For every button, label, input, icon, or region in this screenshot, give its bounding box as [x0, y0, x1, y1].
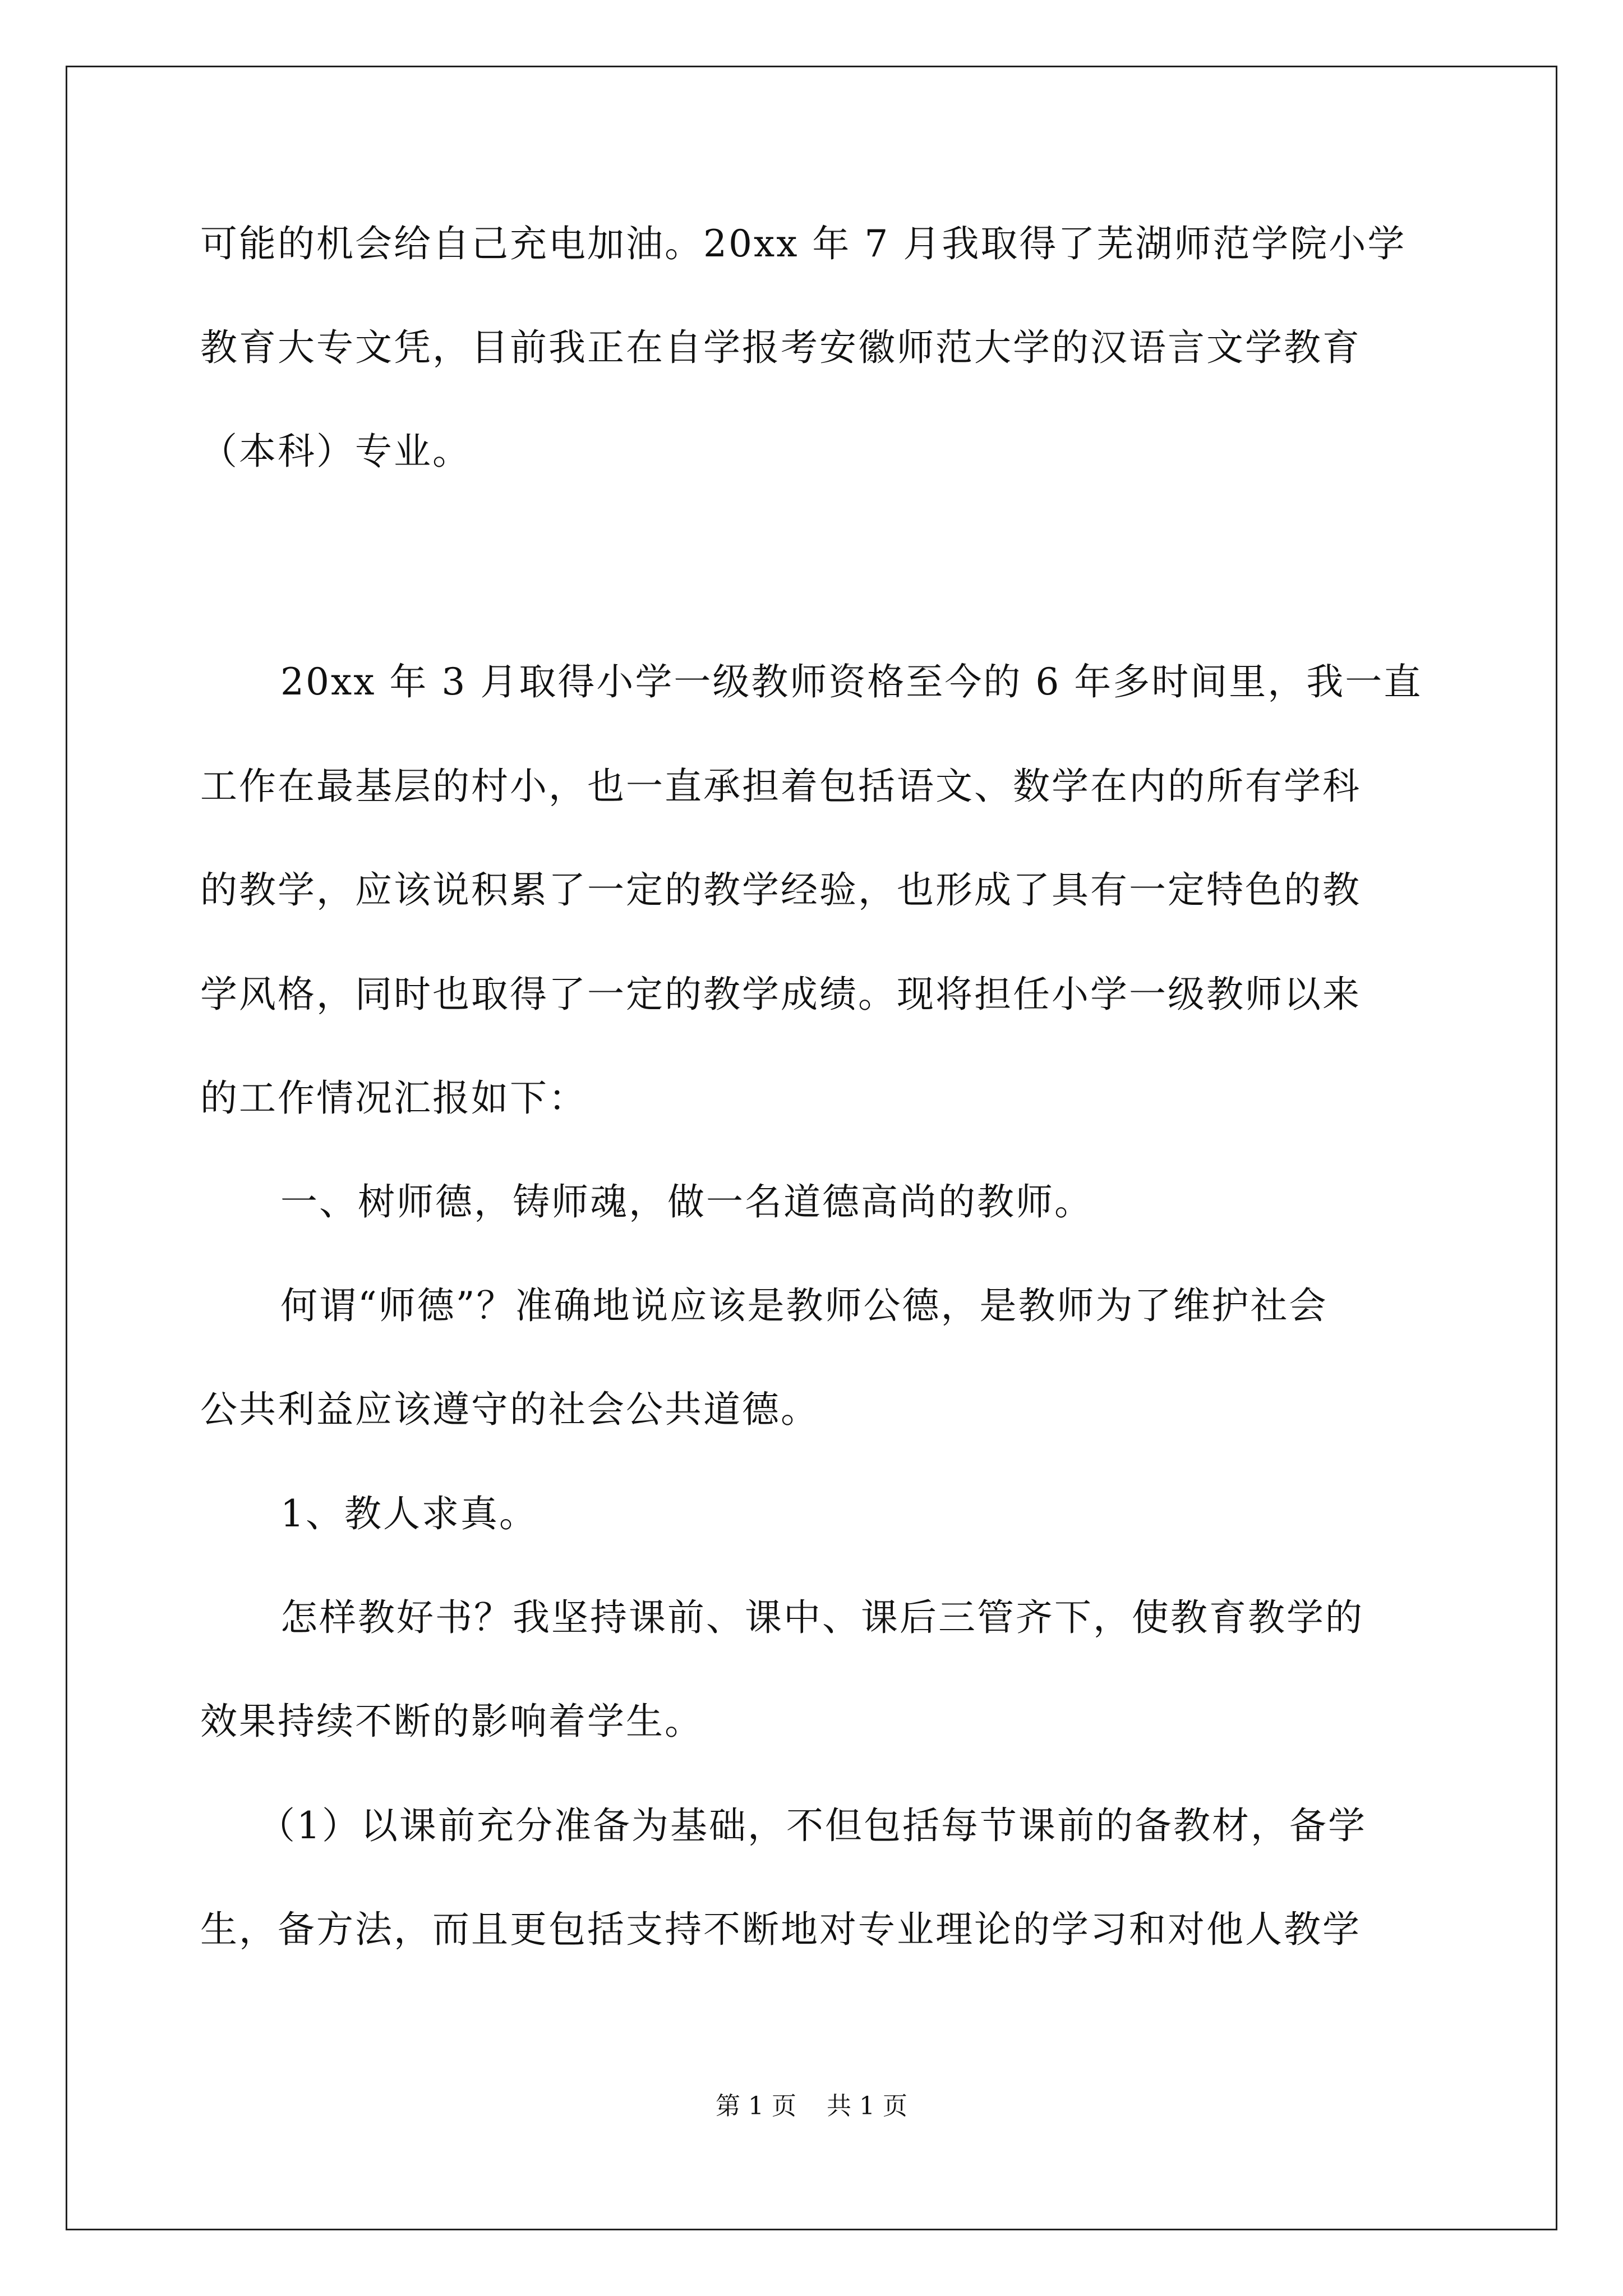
page-number-total: 共 1 页 [827, 2092, 907, 2120]
text-line: 效果持续不断的影响着学生。 [200, 1700, 703, 1743]
text-line: 生，备方法，而且更包括支持不断地对专业理论的学习和对他人教学 [200, 1908, 1361, 1951]
page-number-current: 第 1 页 [716, 2092, 796, 2120]
text-line: 教育大专文凭，目前我正在自学报考安徽师范大学的汉语言文学教育 [200, 326, 1361, 369]
page-border [66, 66, 1557, 2230]
text-line: 公共利益应该遵守的社会公共道德。 [200, 1388, 819, 1431]
text-line: 学风格，同时也取得了一定的教学成绩。现将担任小学一级教师以来 [200, 973, 1361, 1016]
text-line: 可能的机会给自己充电加油。20xx 年 7 月我取得了芜湖师范学院小学 [200, 222, 1407, 265]
text-line: （1）以课前充分准备为基础，不但包括每节课前的备教材，备学 [258, 1804, 1367, 1847]
subsection-heading: 1、教人求真。 [280, 1492, 538, 1535]
text-line: 的工作情况汇报如下： [200, 1076, 587, 1120]
text-line: 何谓“师德”？准确地说应该是教师公德，是教师为了维护社会 [280, 1284, 1328, 1327]
page-footer [0, 2090, 1623, 2123]
text-line: 的教学，应该说积累了一定的教学经验，也形成了具有一定特色的教 [200, 868, 1361, 912]
text-line: 工作在最基层的村小，也一直承担着包括语文、数学在内的所有学科 [200, 765, 1361, 808]
text-line: （本科）专业。 [200, 430, 471, 473]
section-heading: 一、树师德，铸师魂，做一名道德高尚的教师。 [280, 1180, 1093, 1223]
text-line: 怎样教好书？我坚持课前、课中、课后三管齐下，使教育教学的 [280, 1596, 1364, 1639]
text-line: 20xx 年 3 月取得小学一级教师资格至今的 6 年多时间里，我一直 [280, 660, 1423, 703]
